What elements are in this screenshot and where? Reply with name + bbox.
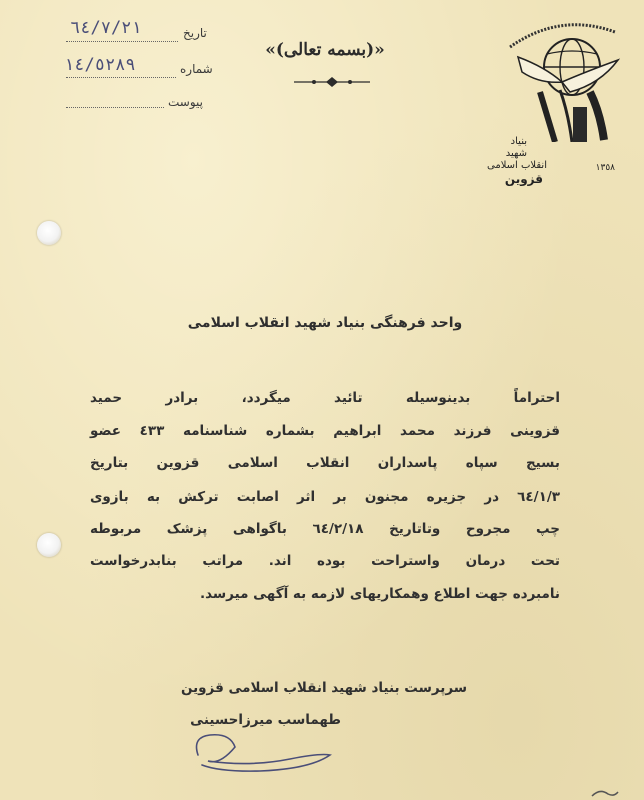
logo-org-line-2: شهید: [505, 148, 527, 159]
punch-hole-bottom: [37, 533, 61, 557]
attachment-underline: [66, 107, 164, 108]
body-line: بسیج سپاه پاسداران انقلاب اسلامی قزوین بتاریخ: [90, 455, 560, 471]
date-label: تاریخ: [183, 26, 207, 40]
attachment-label: پیوست: [168, 95, 203, 109]
corner-mark-icon: [590, 788, 620, 798]
signature-title: سرپرست بنیاد شهید انقلاب اسلامی قزوین: [180, 680, 467, 696]
globe-dove-emblem-icon: [500, 12, 625, 142]
invocation-heading: «(بسمه تعالی)»: [265, 40, 385, 60]
logo-year: ١٣٥٨: [595, 163, 615, 173]
logo-city: قزوین: [504, 172, 543, 186]
date-value: ٦٤/٧/٢١: [70, 18, 142, 38]
recipient-line: واحد فرهنگی بنیاد شهید انقلاب اسلامی: [187, 315, 463, 331]
ornament-divider-icon: [292, 75, 372, 89]
logo-org-line-3: انقلاب اسلامی: [487, 160, 547, 171]
body-line: تحت درمان واستراحت بوده اند. مراتب بنابدرخواست: [90, 553, 560, 569]
number-value: ١٤/٥٢٨٩: [64, 55, 136, 75]
signature-name: طهماسب میرزاحسینی: [190, 712, 341, 728]
body-line: ٦٤/١/٣ در جزیره مجنون بر اثر اصابت ترکش به بازوی: [90, 489, 560, 505]
body-line: نامبرده جهت اطلاع وهمکاریهای لازمه به آگهی میرسد.: [199, 586, 560, 602]
foundation-logo: [487, 12, 625, 187]
handwritten-signature-icon: [190, 725, 340, 775]
body-line: قزوینی فرزند محمد ابراهیم بشماره شناسنامه ٤٣٣ عضو: [90, 423, 560, 439]
body-line: چپ مجروح وتاتاریخ ٦٤/٢/١٨ باگواهی پزشک مربوطه: [90, 521, 560, 537]
logo-org-line-1: بنیاد: [510, 136, 527, 147]
number-label: شماره: [180, 62, 213, 76]
date-underline: [66, 41, 178, 42]
number-underline: [66, 77, 176, 78]
punch-hole-top: [37, 221, 61, 245]
body-line: احتراماً بدینوسیله تائید میگردد، برادر حمید: [90, 390, 560, 406]
